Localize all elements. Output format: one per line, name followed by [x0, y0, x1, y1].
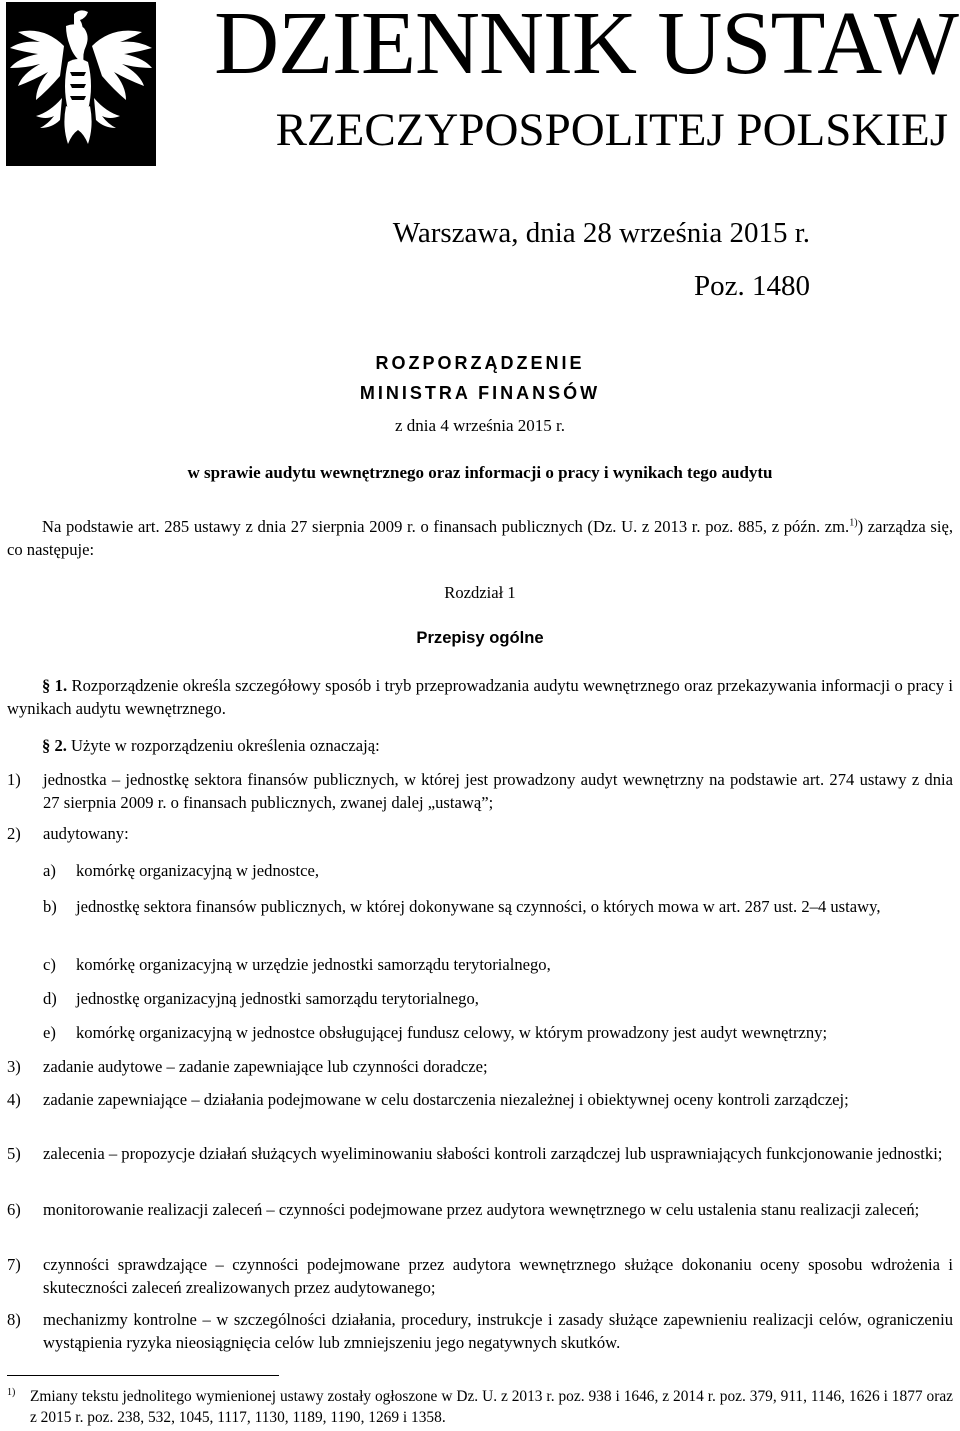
definition-item: 3) zadanie audytowe – zadanie zapewniające lub czynności doradcze; [7, 1057, 488, 1076]
act-date: z dnia 4 września 2015 r. [395, 416, 565, 435]
chapter-number: Rozdział 1 [444, 583, 516, 602]
definition-item: 7) czynności sprawdzające – czynności podejmowane przez audytora wewnętrznego służące dokonaniu oceny sposobu wdrożenia i skuteczności zaleceń zrealizowanych przez audytowanego; [7, 1255, 953, 1297]
eagle-emblem-icon [6, 2, 156, 166]
paragraph-mark: § 1. [42, 676, 68, 695]
footnote-number: 1) [7, 1387, 16, 1398]
act-issuer: MINISTRA FINANSÓW [359, 383, 601, 403]
paragraph-1: § 1. Rozporządzenie określa szczegółowy sposób i tryb przeprowadzania audytu wewnętrznego oraz przekazywania informacji o pracy i wynikach audytu wewnętrznego. [7, 676, 954, 718]
footnote-ref[interactable]: 1) [849, 517, 858, 529]
definition-item: 4) zadanie zapewniające – działania podejmowane w celu dostarczenia niezależnej i obiektywnej oceny kontroli zarządczej; [7, 1090, 849, 1109]
paragraph-2: § 2. Użyte w rozporządzeniu określenia oznaczają: [42, 736, 380, 755]
sub-item: d) jednostkę organizacyjną jednostki samorządu terytorialnego, [43, 989, 479, 1008]
masthead [0, 0, 960, 168]
definition-item: 5) zalecenia – propozycje działań służących wyeliminowaniu słabości kontroli zarządczej lub usprawniających funkcjonowanie jednostki; [7, 1144, 943, 1163]
definition-item: 8) mechanizmy kontrolne – w szczególności działania, procedury, instrukcje i zasady służące zapewnieniu realizacji celów, ograniczeniu wystąpienia ryzyka nieosiągnięcia celów lub zmniejszeniu jego negatywnych skutków. [7, 1310, 953, 1352]
legal-basis: Na podstawie art. 285 ustawy z dnia 27 sierpnia 2009 r. o finansach publicznych (Dz. U. z 2013 r. poz. 885, z późn. zm.$^{1)}$) zarządza się, co następuje: [7, 517, 954, 559]
footnote-divider [7, 1375, 279, 1376]
paragraph-mark: § 2. [42, 736, 67, 755]
journal-title: DZIENNIK USTAW [214, 0, 958, 93]
publication-date: Warszawa, dnia 28 września 2015 r. [392, 217, 810, 249]
sub-item: c) komórkę organizacyjną w urzędzie jednostki samorządu terytorialnego, [43, 955, 551, 974]
footnote [7, 1386, 953, 1428]
definition-item: 6) monitorowanie realizacji zaleceń – czynności podejmowane przez audytora wewnętrznego w celu ustalenia stanu realizacji zaleceń; [7, 1200, 920, 1219]
act-type: ROZPORZĄDZENIE [375, 353, 585, 373]
chapter-title: Przepisy ogólne [416, 628, 544, 647]
definition-item: 1) jednostka – jednostkę sektora finansów publicznych, w której jest prowadzony audyt wewnętrzny na podstawie art. 274 ustawy z dnia 27 sierpnia 2009 r. o finansach publicznych, zwanej dalej „ustawą”; [7, 770, 953, 812]
position-number: Poz. 1480 [694, 270, 810, 302]
sub-item: a) komórkę organizacyjną w jednostce, [43, 861, 319, 880]
footnote-text: Zmiany tekstu jednolitego wymienionej ustawy zostały ogłoszone w Dz. U. z 2013 r. poz. 938 i 1646, z 2014 r. poz. 379, 911, 1146, 1626 i 1877 oraz z 2015 r. poz. 238, 532, 1045, 1117, 1130, 1189, 1190, 1269 i 1358. [30, 1388, 953, 1426]
sub-item: b) jednostkę sektora finansów publicznych, w której dokonywane są czynności, o których mowa w art. 287 ust. 2–4 ustawy, [43, 897, 881, 916]
act-subject: w sprawie audytu wewnętrznego oraz informacji o pracy i wynikach tego audytu [187, 463, 773, 482]
journal-subtitle: RZECZYPOSPOLITEJ POLSKIEJ [275, 104, 948, 156]
sub-item: e) komórkę organizacyjną w jednostce obsługującej fundusz celowy, w którym prowadzony jest audyt wewnętrzny; [43, 1023, 828, 1042]
definition-item: 2) audytowany: [7, 824, 129, 843]
